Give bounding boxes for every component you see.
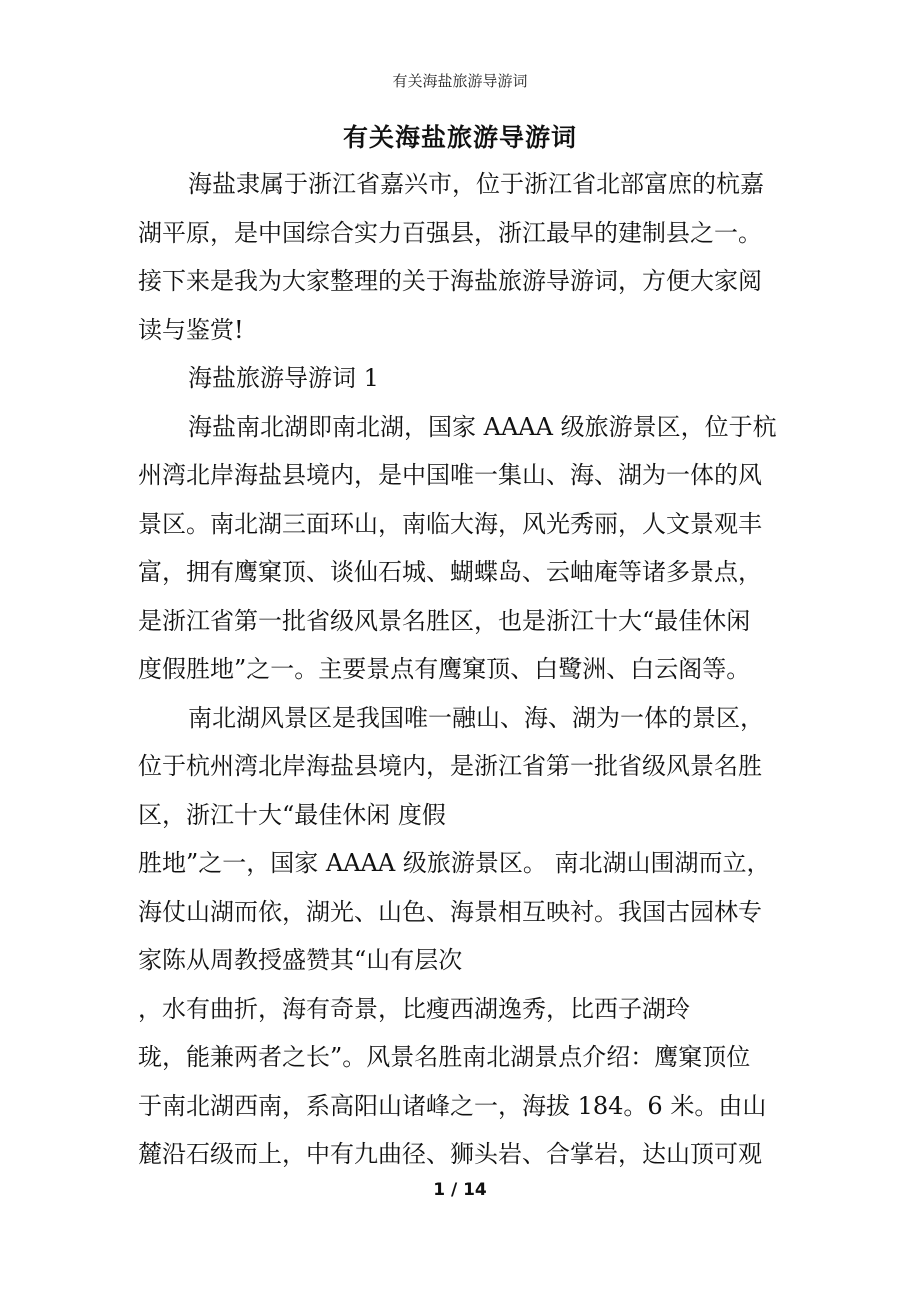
paragraph-2-line-2: 州湾北岸海盐县境内，是中国唯一集山、海、湖为一体的风 (138, 461, 762, 489)
paragraph-3-line-6: 家陈从周教授盛赞其“山有层次 (138, 946, 463, 974)
running-header: 有关海盐旅游导游词 (392, 72, 528, 90)
paragraph-2-line-5: 是浙江省第一批省级风景名胜区，也是浙江十大“最佳休闲 (138, 606, 751, 635)
paragraph-3-line-1: 南北湖风景区是我国唯一融山、海、湖为一体的景区， (188, 703, 764, 732)
paragraph-3-line-8: 珑，能兼两者之长”。风景名胜南北湖景点介绍：鹰窠顶位 (138, 1043, 751, 1071)
paragraph-3-line-3: 区，浙江十大“最佳休闲 度假 (138, 800, 446, 829)
paragraph-2-line-1: 海盐南北湖即南北湖，国家 AAAA 级旅游景区，位于杭 (188, 412, 777, 441)
paragraph-1-line-3: 接下来是我为大家整理的关于海盐旅游导游词，方便大家阅 (138, 267, 762, 295)
document-body (138, 160, 798, 1179)
paragraph-2-line-4: 富，拥有鹰窠顶、谈仙石城、蝴蝶岛、云岫庵等诸多景点， (138, 558, 762, 586)
paragraph-1-line-2: 湖平原，是中国综合实力百强县，浙江最早的建制县之一。 (138, 218, 762, 247)
paragraph-3-line-5: 海仗山湖而依，湖光、山色、海景相互映衬。我国古园林专 (138, 897, 762, 926)
paragraph-2-line-6: 度假胜地”之一。主要景点有鹰窠顶、白鹭洲、白云阁等。 (138, 655, 751, 683)
document-title: 有关海盐旅游导游词 (342, 123, 577, 152)
paragraph-2-line-3: 景区。南北湖三面环山，南临大海，风光秀丽，人文景观丰 (138, 509, 762, 538)
section-heading: 海盐旅游导游词 1 (188, 364, 379, 392)
paragraph-3-line-7: ，水有曲折，海有奇景，比瘦西湖逸秀，比西子湖玲 (138, 994, 690, 1023)
paragraph-1-line-1: 海盐隶属于浙江省嘉兴市，位于浙江省北部富庶的杭嘉 (188, 170, 764, 198)
paragraph-3-line-9: 于南北湖西南，系高阳山诸峰之一，海拔 184。6 米。由山 (138, 1091, 767, 1120)
paragraph-1-line-4: 读与鉴赏! (138, 315, 244, 344)
paragraph-3-line-4: 胜地”之一，国家 AAAA 级旅游景区。 南北湖山围湖而立， (138, 849, 771, 877)
paragraph-3-line-10: 麓沿石级而上，中有九曲径、狮头岩、合掌岩，达山顶可观 (138, 1140, 762, 1168)
page-indicator: 1 / 14 (433, 1180, 487, 1200)
paragraph-3-line-2: 位于杭州湾北岸海盐县境内，是浙江省第一批省级风景名胜 (138, 752, 762, 780)
